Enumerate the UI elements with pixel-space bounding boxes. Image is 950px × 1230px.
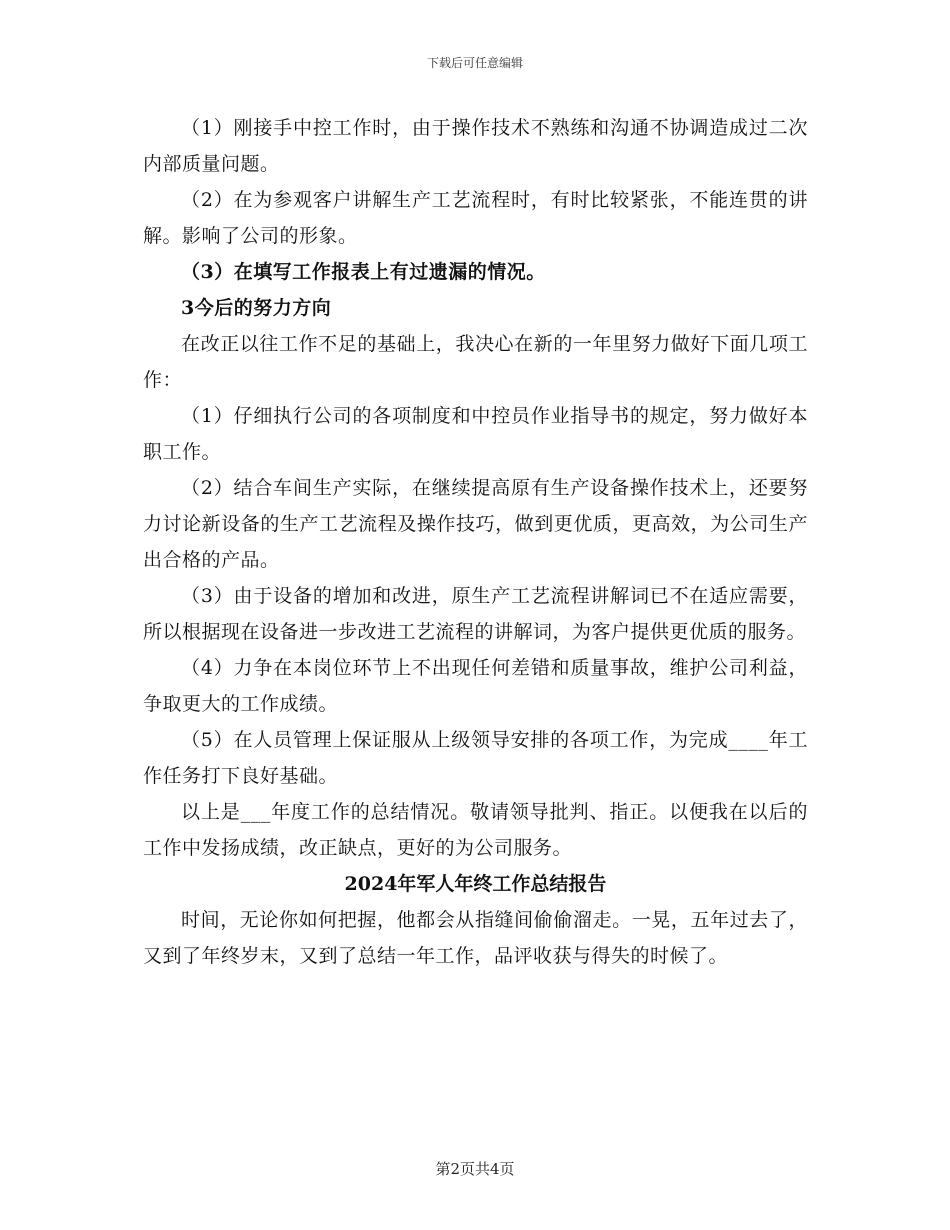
paragraph-goal-2: （2）结合车间生产实际，在继续提高原有生产设备操作技术上，还要努力讨论新设备的生产工艺流程及操作技巧，做到更优质，更高效，为公司生产出合格的产品。 bbox=[143, 477, 808, 571]
page-footer: 第2页共4页 bbox=[435, 1160, 515, 1178]
paragraph-direction-intro: 在改正以往工作不足的基础上，我决心在新的一年里努力做好下面几项工作： bbox=[143, 333, 808, 391]
page-header: 下载后可任意编辑 bbox=[426, 56, 523, 70]
paragraph-goal-5: （5）在人员管理上保证服从上级领导安排的各项工作，为完成____年工作任务打下良好基础。 bbox=[143, 729, 808, 787]
paragraph-problem-1: （1）刚接手中控工作时，由于操作技术不熟练和沟通不协调造成过二次内部质量问题。 bbox=[143, 117, 808, 175]
document-body bbox=[143, 110, 808, 974]
paragraph-intro: 时间，无论你如何把握，他都会从指缝间偷偷溜走。一晃，五年过去了，又到了年终岁末，又到了总结一年工作，品评收获与得失的时候了。 bbox=[143, 909, 808, 967]
paragraph-problem-3: （3）在填写工作报表上有过遗漏的情况。 bbox=[181, 261, 546, 283]
section-title: 2024年军人年终工作总结报告 bbox=[344, 873, 607, 895]
paragraph-problem-2: （2）在为参观客户讲解生产工艺流程时，有时比较紧张，不能连贯的讲解。影响了公司的形象。 bbox=[143, 189, 808, 247]
paragraph-goal-4: （4）力争在本岗位环节上不出现任何差错和质量事故，维护公司利益，争取更大的工作成绩。 bbox=[143, 657, 808, 715]
paragraph-conclusion: 以上是___年度工作的总结情况。敬请领导批判、指正。以便我在以后的工作中发扬成绩，改正缺点，更好的为公司服务。 bbox=[143, 801, 808, 859]
paragraph-goal-3: （3）由于设备的增加和改进，原生产工艺流程讲解词已不在适应需要，所以根据现在设备进一步改进工艺流程的讲解词，为客户提供更优质的服务。 bbox=[143, 585, 808, 643]
section-heading-direction: 3今后的努力方向 bbox=[181, 297, 332, 319]
paragraph-goal-1: （1）仔细执行公司的各项制度和中控员作业指导书的规定，努力做好本职工作。 bbox=[143, 405, 808, 463]
